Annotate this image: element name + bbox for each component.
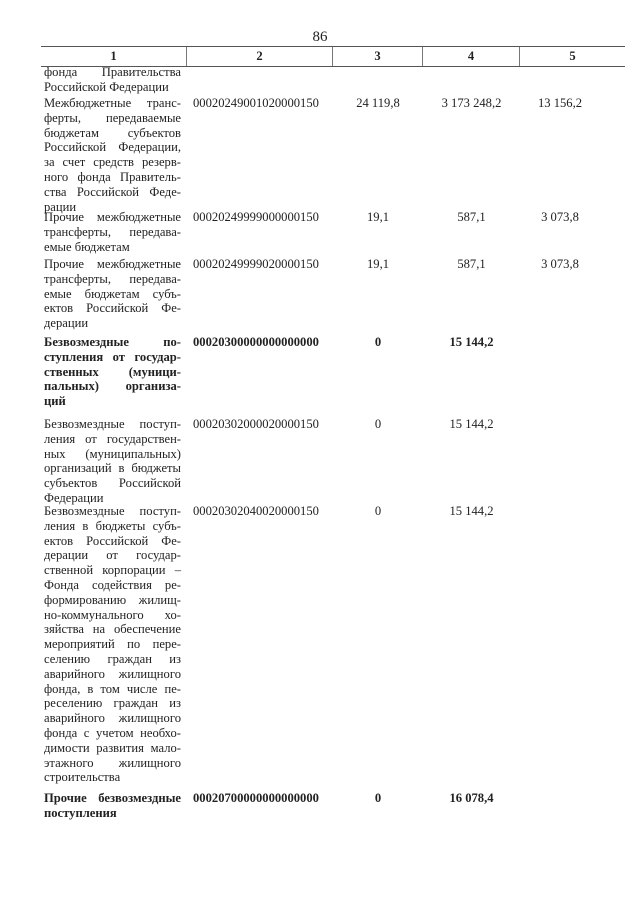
- description-line: Межбюджетные транс-: [44, 96, 181, 110]
- description-line: ственной корпорации –: [44, 563, 181, 578]
- row-value-3: 24 119,8: [356, 96, 400, 110]
- description-line: аварийного жилищного: [44, 711, 181, 726]
- row-value-3: 19,1: [366, 257, 390, 271]
- column-header-4: 4: [423, 47, 520, 66]
- row-value-4: 15 144,2: [449, 504, 494, 518]
- row-description: [44, 335, 181, 409]
- column-header-1: 1: [41, 47, 187, 66]
- row-description: [44, 417, 181, 506]
- description-line: Безвозмездные поступ-: [44, 417, 181, 431]
- row-code: 00020302040020000150: [193, 504, 319, 518]
- row-code: 00020700000000000000: [193, 791, 319, 805]
- description-line: этажного жилищного: [44, 755, 181, 770]
- description-line: ственных (муници-: [44, 364, 181, 379]
- row-code: 00020300000000000000: [193, 335, 319, 349]
- description-line: ления от государствен-: [44, 431, 181, 446]
- column-header-5: 5: [569, 49, 576, 63]
- description-line: трансферты, передава-: [44, 271, 181, 286]
- description-line: ных (муниципальных): [44, 446, 181, 461]
- row-description: [44, 210, 181, 254]
- page-number: 86: [312, 29, 328, 45]
- description-line: рации: [44, 199, 77, 214]
- row-description: [44, 257, 181, 331]
- description-line: ций: [44, 394, 66, 409]
- row-code: 00020249999020000150: [193, 257, 319, 271]
- description-line: Фонда содействия ре-: [44, 577, 181, 592]
- description-line: фонда, в том числе пе-: [44, 681, 181, 696]
- description-line: зяйства на обеспечение: [44, 622, 181, 637]
- description-line: селению граждан из: [44, 651, 181, 666]
- row-code: 00020249999000000150: [193, 210, 319, 224]
- description-line: дерации: [44, 316, 89, 331]
- description-line: строительства: [44, 770, 121, 785]
- description-line: ступления от государ-: [44, 349, 181, 364]
- description-line: Федерации: [44, 490, 104, 505]
- description-line: ства Российской Феде-: [44, 184, 181, 199]
- description-line: поступления: [44, 805, 117, 820]
- description-line: фонда с учетом необхо-: [44, 725, 181, 740]
- row-value-5: 3 073,8: [541, 257, 579, 271]
- row-value-5: 3 073,8: [541, 210, 579, 224]
- description-line: Прочие безвозмездные: [44, 791, 181, 805]
- description-line: Российской Федерации: [44, 79, 169, 94]
- description-line: организаций в бюджеты: [44, 461, 181, 476]
- description-line: аварийного жилищного: [44, 666, 181, 681]
- row-description: [44, 96, 181, 214]
- description-line: ектов Российской Фе-: [44, 533, 181, 548]
- row-value-4: 3 173 248,2: [441, 96, 502, 110]
- row-value-5: 13 156,2: [537, 96, 583, 110]
- row-value-4: 15 144,2: [449, 417, 494, 431]
- row-value-3: 0: [374, 504, 382, 518]
- row-value-3: 0: [374, 791, 382, 805]
- row-value-3: 0: [374, 335, 382, 349]
- description-line: Безвозмездные по-: [44, 335, 181, 349]
- description-line: но-коммунального хо-: [44, 607, 181, 622]
- description-line: Прочие межбюджетные: [44, 257, 181, 271]
- row-value-4: 16 078,4: [449, 791, 494, 805]
- description-line: формированию жилищ-: [44, 592, 181, 607]
- row-value-4: 15 144,2: [449, 335, 494, 349]
- description-line: Российской Федерации,: [44, 140, 181, 155]
- row-description: [44, 504, 181, 785]
- row-code: 00020249001020000150: [193, 96, 319, 110]
- description-line: Безвозмездные поступ-: [44, 504, 181, 518]
- description-line: дерации от государ-: [44, 548, 181, 563]
- description-line: пальных) организа-: [44, 379, 181, 394]
- description-line: ного фонда Правитель-: [44, 169, 181, 184]
- table-header: [41, 46, 625, 67]
- column-header-3: 3: [333, 47, 423, 66]
- row-value-4: 587,1: [457, 257, 486, 271]
- description-line: реселению граждан из: [44, 696, 181, 711]
- row-code: 00020302000020000150: [193, 417, 319, 431]
- description-line: бюджетам субъектов: [44, 125, 181, 140]
- description-line: трансферты, передава-: [44, 224, 181, 239]
- description-line: за счет средств резерв-: [44, 155, 181, 170]
- row-value-3: 19,1: [366, 210, 390, 224]
- description-line: фонда Правительства: [44, 65, 181, 79]
- description-line: емые бюджетам субъ-: [44, 286, 181, 301]
- description-line: ектов Российской Фе-: [44, 301, 181, 316]
- description-line: емые бюджетам: [44, 239, 130, 254]
- description-line: ферты, передаваемые: [44, 110, 181, 125]
- row-description: [44, 65, 181, 95]
- row-value-4: 587,1: [457, 210, 486, 224]
- description-line: субъектов Российской: [44, 476, 181, 491]
- column-header-2: 2: [187, 47, 333, 66]
- description-line: Прочие межбюджетные: [44, 210, 181, 224]
- description-line: димости развития мало-: [44, 740, 181, 755]
- row-value-3: 0: [374, 417, 382, 431]
- description-line: ления в бюджеты субъ-: [44, 518, 181, 533]
- description-line: мероприятий по пере-: [44, 637, 181, 652]
- row-description: [44, 791, 181, 821]
